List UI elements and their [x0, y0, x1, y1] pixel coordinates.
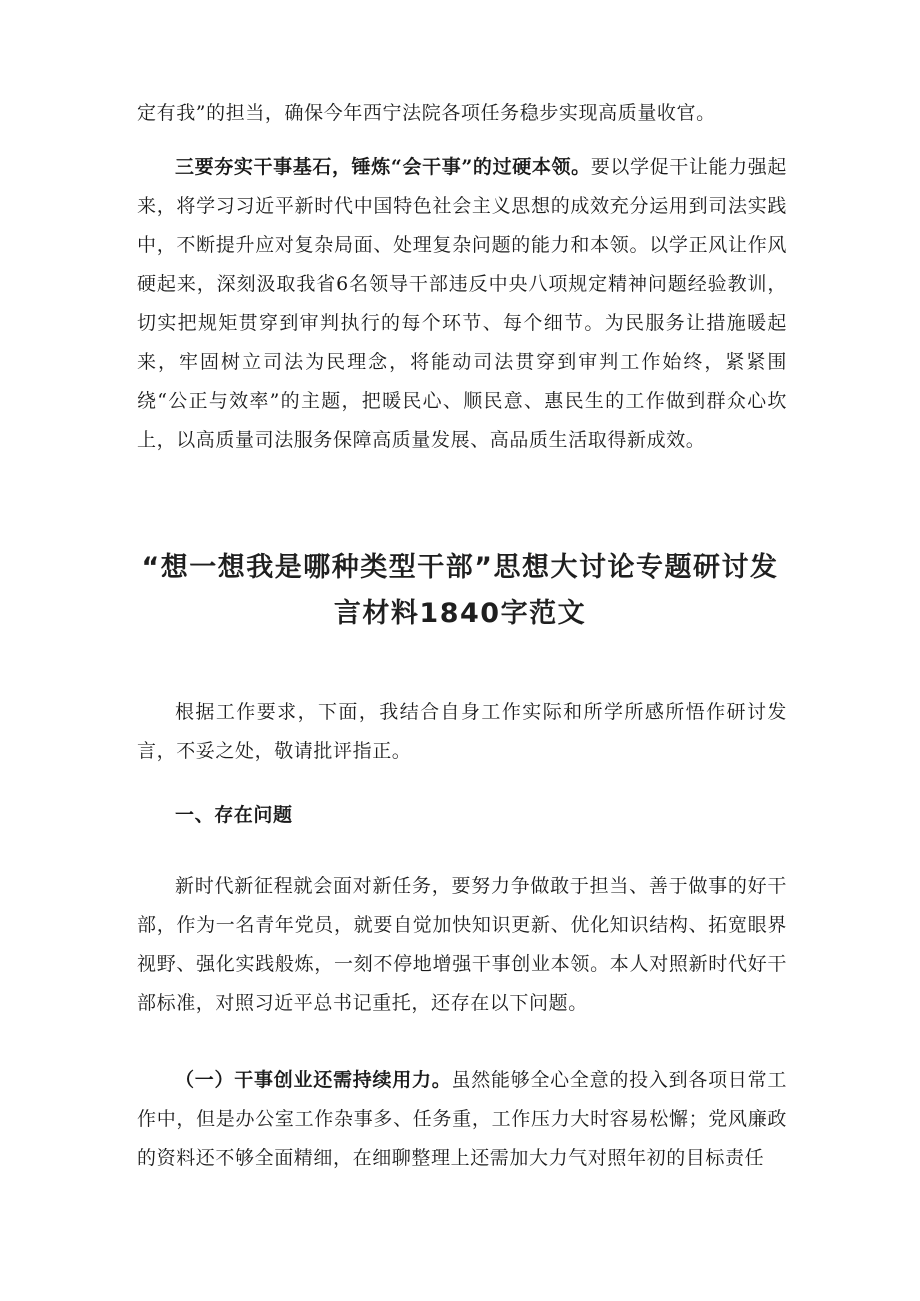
item-one-lead: （一）干事创业还需持续用力。: [175, 1069, 452, 1091]
section-three-body: 要以学促干让能力强起来，将学习习近平新时代中国特色社会主义思想的成效充分运用到司法实践中，不断提升应对复杂局面、处理复杂问题的能力和本领。以学正风让作风硬起来，深刻汲取我省6名领导干部违反中央八项规定精神问题经验教训，切实把规矩贯穿到审判执行的每个环节、每个细节。为民服务让措施暖起来，牢固树立司法为民理念，将能动司法贯穿到审判工作始终，紧紧围绕“公正与效率”的主题，把暖民心、顺民意、惠民生的工作做到群众心坎上，以高质量司法服务保障高质量发展、高品质生活取得新成效。: [137, 156, 787, 451]
problems-paragraph: [137, 867, 787, 1023]
section-heading-text: 一、存在问题: [175, 804, 293, 826]
intro-text: 根据工作要求，下面，我结合自身工作实际和所学所感所悟作研讨发言，不妥之处，敬请批评指正。: [137, 701, 787, 762]
item-one-body: 虽然能够全心全意的投入到各项日常工作中，但是办公室工作杂事多、任务重，工作压力大时容易松懈；党风廉政的资料还不够全面精细，在细聊整理上还需加大力气对照年初的目标责任: [137, 1069, 787, 1169]
article-title-line1: “想一想我是哪种类型干部”思想大讨论专题研讨发: [141, 552, 779, 583]
section-three-paragraph: [137, 148, 787, 460]
item-one-paragraph: [137, 1061, 787, 1178]
problems-text: 新时代新征程就会面对新任务，要努力争做敢于担当、善于做事的好干部，作为一名青年党员，就要自觉加快知识更新、优化知识结构、拓宽眼界视野、强化实践般炼，一刻不停地增强干事创业本领。本人对照新时代好干部标准，对照习近平总书记重托，还存在以下问题。: [137, 875, 787, 1014]
intro-paragraph: [137, 693, 787, 771]
section-heading-problems: [175, 796, 293, 835]
carryover-paragraph: [137, 94, 787, 133]
article-title: [120, 545, 800, 637]
article-title-line2: 言材料1840字范文: [333, 598, 587, 629]
carryover-text: 定有我”的担当，确保今年西宁法院各项任务稳步实现高质量收官。: [137, 102, 716, 124]
section-three-lead: 三要夯实干事基石，锤炼“会干事”的过硬本领。: [175, 156, 591, 178]
